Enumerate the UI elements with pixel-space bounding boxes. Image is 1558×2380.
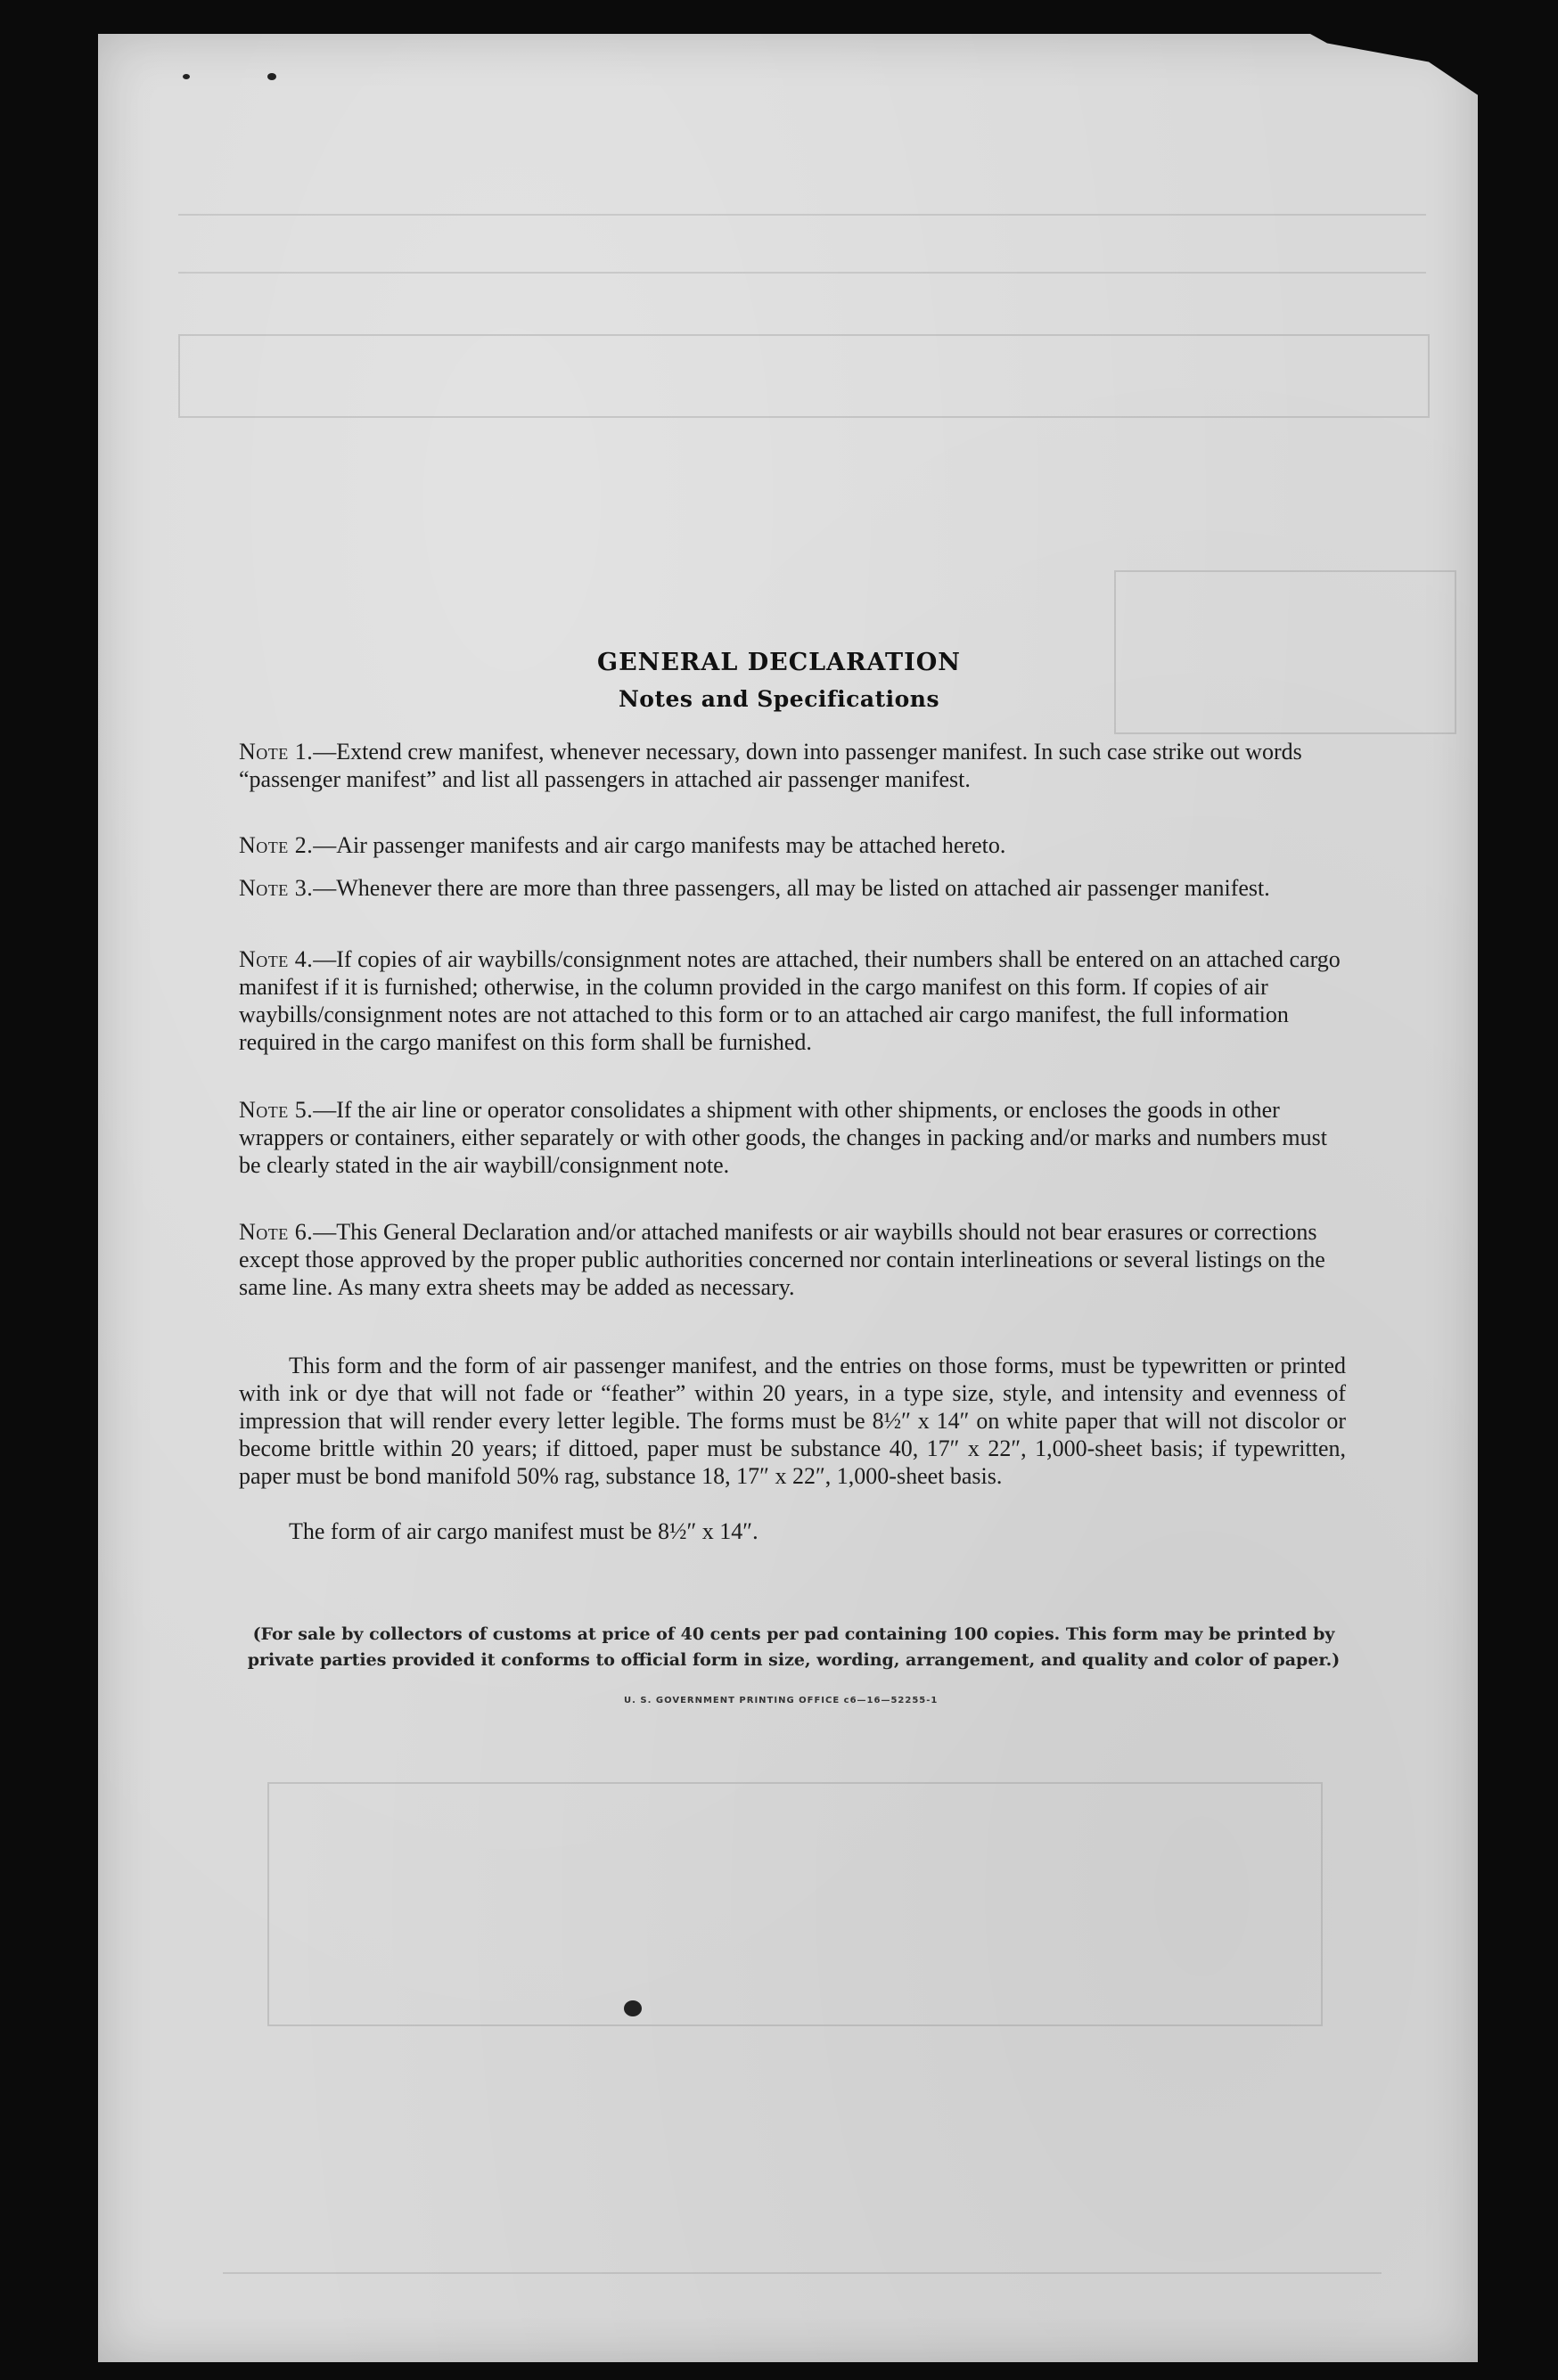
note-text: —Air passenger manifests and air cargo manifests may be attached hereto. bbox=[313, 832, 1006, 858]
page-title: GENERAL DECLARATION bbox=[597, 649, 961, 676]
note-text: —Extend crew manifest, whenever necessary, down into passenger manifest. In such case strike out words “passenger manifest” and list all passengers in attached air passenger manifest. bbox=[239, 739, 1302, 792]
bleed-through-line bbox=[223, 2272, 1382, 2274]
ink-blot bbox=[624, 2000, 642, 2016]
ink-speck bbox=[183, 74, 190, 79]
note-text: —This General Declaration and/or attached manifests or air waybills should not bear erasures or corrections except those approved by the proper public authorities concerned nor contain interlineations or several listings on the same line. As many extra sheets may be added as necessary. bbox=[239, 1219, 1325, 1300]
note-label: Note 1. bbox=[239, 739, 314, 765]
note-5 bbox=[239, 1096, 1346, 1179]
note-1 bbox=[239, 738, 1346, 793]
note-text: —If copies of air waybills/consignment notes are attached, their numbers shall be entered on an attached cargo manifest if it is furnished; otherwise, in the column provided in the cargo manifest on this form. If copies of air waybills/consignment notes are not attached to this form or to an attached air cargo manifest, the full information required in the cargo manifest on this form shall be furnished. bbox=[239, 946, 1341, 1055]
note-label: Note 4. bbox=[239, 946, 314, 972]
note-label: Note 2. bbox=[239, 832, 314, 858]
note-label: Note 3. bbox=[239, 875, 314, 901]
note-text: —If the air line or operator consolidates a shipment with other shipments, or encloses the goods in other wrappers or containers, either separately or with other goods, the changes in packing and/or marks and numbers must be clearly stated in the air waybill/consignment note. bbox=[239, 1097, 1327, 1178]
specifications-paragraph: This form and the form of air passenger manifest, and the entries on those forms, must be typewritten or printed with ink or dye that will not fade or “feather” within 20 years, in a type size, style, and intensity and evenness of impression that will render every letter legible. The forms must be 8½″ x 14″ on white paper that will not discolor or become brittle within 20 years; if dittoed, paper must be substance 40, 17″ x 22″, 1,000-sheet basis; if typewritten, paper must be bond manifold 50% rag, substance 18, 17″ x 22″, 1,000-sheet basis. bbox=[239, 1353, 1346, 1489]
note-6 bbox=[239, 1218, 1346, 1301]
note-3 bbox=[239, 874, 1346, 902]
note-2 bbox=[239, 831, 1346, 859]
note-label: Note 5. bbox=[239, 1097, 314, 1123]
sale-notice: (For sale by collectors of customs at price of 40 cents per pad containing 100 copies. This form may be printed by private parties provided it conforms to official form in size, wording, arrangement, and quality and color of paper.) bbox=[247, 1624, 1341, 1670]
ink-speck bbox=[267, 73, 276, 80]
note-label: Note 6. bbox=[239, 1219, 314, 1245]
bleed-through-table-bottom bbox=[267, 1782, 1323, 2026]
printer-line: U. S. GOVERNMENT PRINTING OFFICE c6—16—52255-1 bbox=[624, 1696, 939, 1705]
bleed-through-table-top bbox=[178, 334, 1430, 418]
note-4 bbox=[239, 945, 1346, 1056]
page-subtitle: Notes and Specifications bbox=[618, 686, 940, 712]
bleed-through-line bbox=[178, 214, 1426, 216]
bleed-through-line bbox=[178, 272, 1426, 274]
note-text: —Whenever there are more than three passengers, all may be listed on attached air passenger manifest. bbox=[313, 875, 1270, 901]
cargo-manifest-size: The form of air cargo manifest must be 8½″ x 14″. bbox=[289, 1518, 758, 1544]
